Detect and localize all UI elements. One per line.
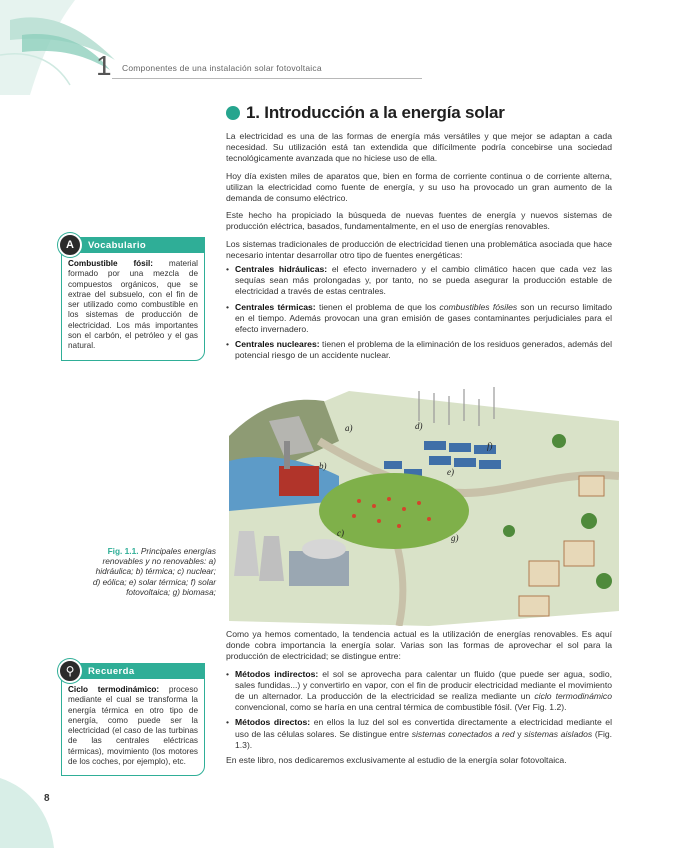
recuerda-box <box>61 663 205 776</box>
figure-letter-g: g) <box>451 533 459 543</box>
bullet-text: son un recurso limitado en el tiempo. Además provocan una gran emisión de gases contaminantes perjudiciales para el efecto invernadero. <box>235 301 612 335</box>
energy-problems-list <box>226 264 612 362</box>
chapter-number: 1 <box>96 50 112 81</box>
list-item <box>226 339 612 361</box>
paragraph: Como ya hemos comentado, la tendencia actual es la utilización de energías renovables. Es aquí donde cobra importancia la energía solar. Varias son las formas de aprovechar el sol para la producción de electricidad; se distingue entre: <box>226 629 612 662</box>
section-title: 1. Introducción a la energía solar <box>246 103 505 122</box>
paragraph: Hoy día existen miles de aparatos que, bien en forma de corriente continua o de corriente alterna, utilizan la electricidad como fuente de energía, y su uso ha provocado un gran aumento de la demanda de consumo eléctrico. <box>226 170 612 204</box>
bullet-text: convencional, como se haría en una central térmica de combustible fósil. (Ver Fig. 1.2). <box>235 702 567 713</box>
section-heading <box>226 103 505 123</box>
bullet-emphasis: sistemas aislados <box>524 728 593 739</box>
bullet-emphasis: ciclo termodinámico <box>534 691 612 702</box>
paragraph: Este hecho ha propiciado la búsqueda de nuevas fuentes de energía y nuevos sistemas de producción eléctrica, basados, fundamentalmente, en el uso de energías renovables. <box>226 210 612 232</box>
vocabulario-box <box>61 237 205 361</box>
vocabulario-term: Combustible fósil: <box>68 259 153 268</box>
paragraph: Los sistemas tradicionales de producción de electricidad tienen una problemática asociada que hace necesario intentar desarrollar otro tipo de fuentes energéticas: <box>226 238 612 260</box>
paragraph: La electricidad es una de las formas de energía más versátiles y que mejor se adaptan a cada necesidad. Su utilización está tan extendida que difícilmente podría concebirse una sociedad tecnológicamente avanzada que no hiciese uso de ella. <box>226 131 612 164</box>
list-item <box>226 717 612 751</box>
bullet-term: Centrales hidráulicas: <box>235 264 328 275</box>
page-number: 8 <box>44 793 50 804</box>
vocabulario-badge-icon: A <box>58 233 82 257</box>
bullet-term: Métodos indirectos: <box>235 668 319 679</box>
figure-letter-a: a) <box>345 423 353 433</box>
recuerda-definition: proceso mediante el cual se transforma la energía térmica en otro tipo de energía, como puede ser la electricidad (el caso de las turbinas de las centrales eléctricas térmicas), movimiento (los motores de los coches, por ejemplo), etc. <box>68 685 198 767</box>
paragraph: En este libro, nos dedicaremos exclusivamente al estudio de la energía solar fotovoltaica. <box>226 755 567 766</box>
figure-letter-e: e) <box>447 467 454 477</box>
bullet-text: (Fig. 1.3). <box>235 728 613 750</box>
header-rule <box>112 78 422 79</box>
figure-caption <box>86 546 216 597</box>
recuerda-title: Recuerda <box>62 664 204 679</box>
bullet-text: el sol se aprovecha para calentar un fluido (que puede ser agua, sodio, sales fundidas...) y convertirlo en vapor, con el fin de producir electricidad mediante el movimiento de un alternador. La producción de la electricidad se realiza mediante un <box>235 668 612 702</box>
energy-landscape-illustration <box>229 381 619 626</box>
magnifier-icon: ⚲ <box>58 659 82 683</box>
bullet-term: Métodos directos: <box>235 717 311 728</box>
bullet-text: tienen el problema de la eliminación de los residuos generados, además del potencial riesgo de un accidente nuclear. <box>235 339 612 361</box>
heading-bullet-icon <box>226 106 240 120</box>
bullet-emphasis: sistemas conectados a red <box>411 728 515 739</box>
figure-letter-c: c) <box>337 528 344 538</box>
figure-caption-text: Principales energías renovables y no renovables: a) hidráulica; b) térmica; c) nuclear; d) eólica; e) solar térmica; f) solar fotovoltaica; g) biomasa; <box>92 546 216 597</box>
bullet-text: en ellos la luz del sol es convertida directamente a electricidad mediante el uso de las células solares. Se distingue entre <box>235 717 613 739</box>
bullet-term: Centrales nucleares: <box>235 339 320 350</box>
figure-letter-b: b) <box>319 461 327 471</box>
bullet-emphasis: combustibles fósiles <box>439 301 518 312</box>
figure-label: Fig. 1.1. <box>107 546 139 556</box>
list-item <box>226 264 612 298</box>
list-item <box>226 669 612 714</box>
bullet-text: el efecto invernadero y el cambio climático hacen que cada vez las sequías sean más prolongadas y, por tanto, no se pueda asegurar la producción estable de electricidad a través de estas centrales. <box>235 264 612 297</box>
page-corner-decoration <box>0 778 54 848</box>
chapter-title: Componentes de una instalación solar fotovoltaica <box>122 63 322 73</box>
bullet-term: Centrales térmicas: <box>235 301 316 312</box>
intro-text <box>226 131 612 366</box>
solar-methods-text <box>226 629 612 772</box>
figure-letter-f: f) <box>487 441 493 451</box>
vocabulario-definition: material formado por una mezcla de compuestos orgánicos, que se extrae del subsuelo, con el fin de ser utilizado como combustible en los sistemas de producción de electricidad. Los más importantes son el carbón, el petróleo y el gas natural. <box>68 259 198 351</box>
recuerda-content <box>62 679 204 775</box>
figure-letter-d: d) <box>415 421 423 431</box>
vocabulario-content <box>62 253 204 360</box>
vocabulario-title: Vocabulario <box>62 238 204 253</box>
recuerda-term: Ciclo termodinámico: <box>68 685 160 694</box>
bullet-text: y <box>517 728 522 739</box>
bullet-text: tienen el problema de que los <box>318 301 437 312</box>
solar-methods-list <box>226 669 612 751</box>
list-item <box>226 302 612 336</box>
